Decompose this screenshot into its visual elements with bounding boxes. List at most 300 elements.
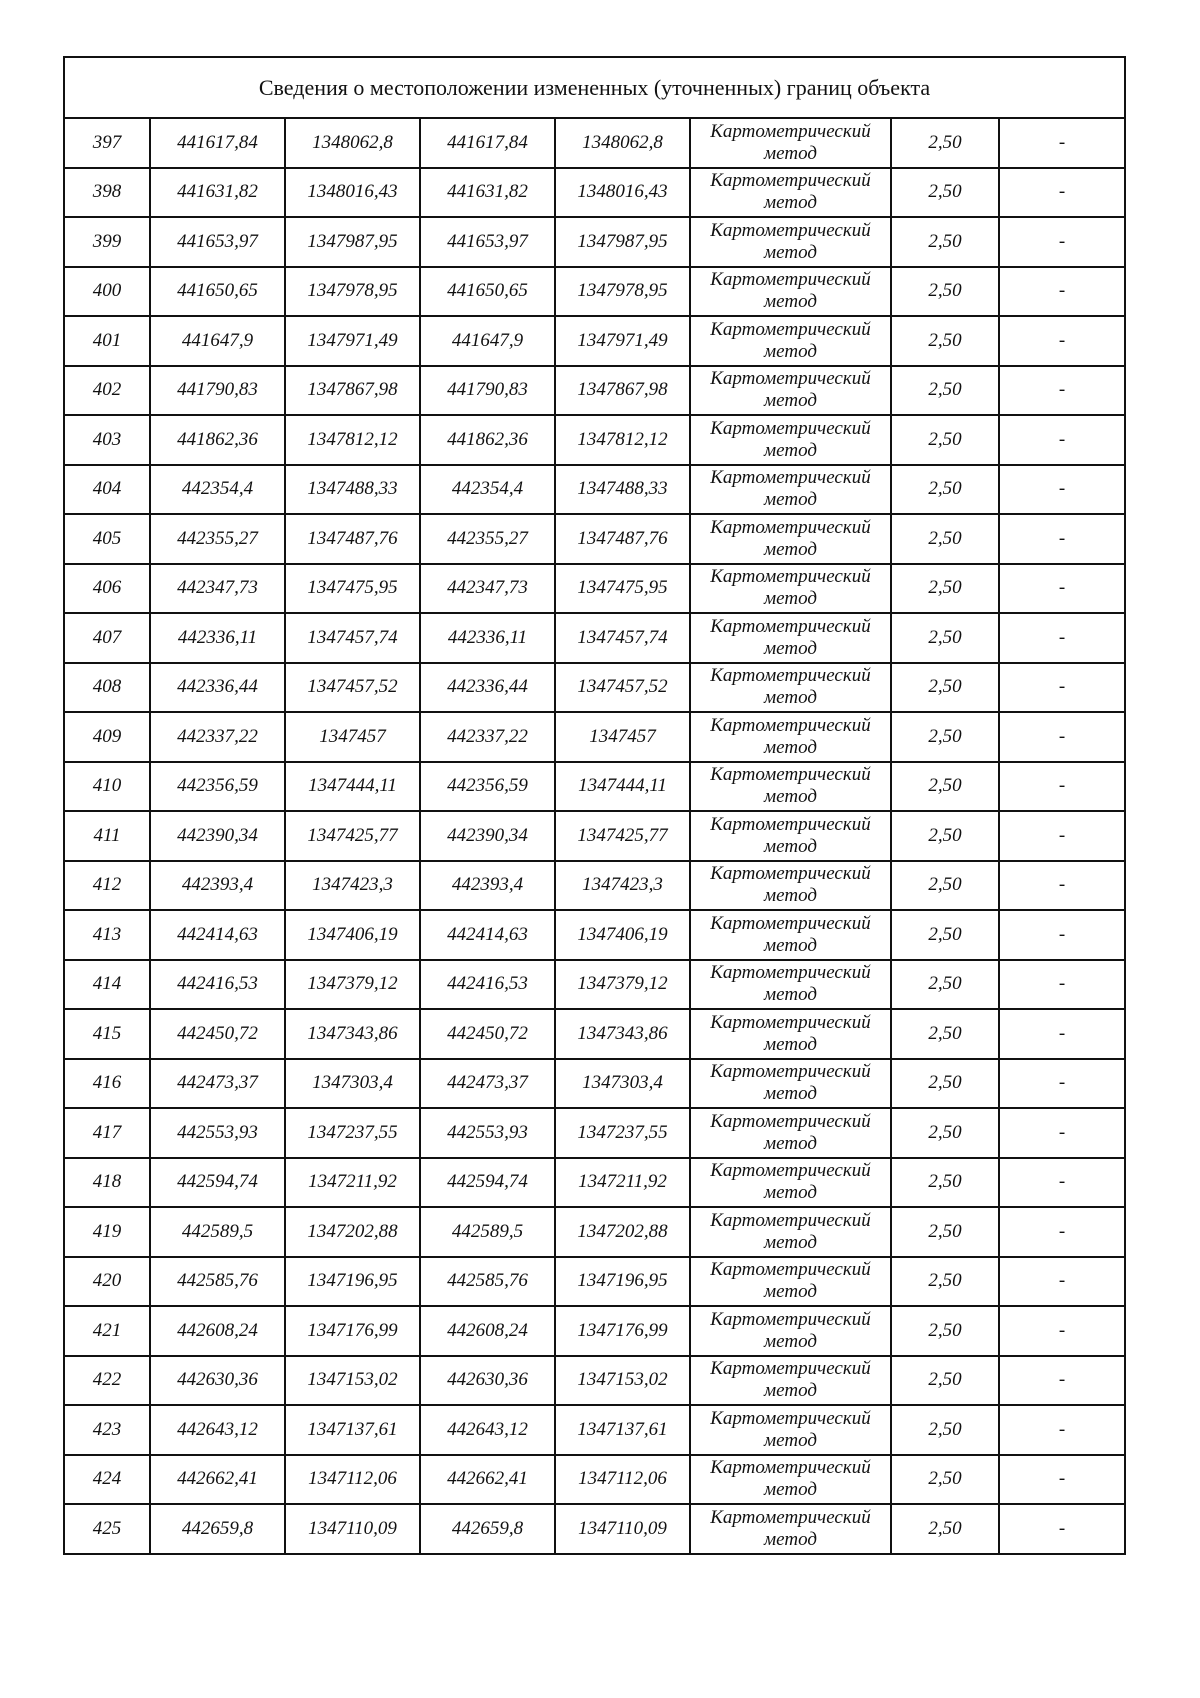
method-line-2: метод bbox=[764, 1132, 817, 1154]
existing-y-cell: 1347153,02 bbox=[285, 1356, 420, 1406]
accuracy-cell: 2,50 bbox=[891, 960, 999, 1010]
accuracy-cell: 2,50 bbox=[891, 1257, 999, 1307]
method-cell bbox=[690, 663, 891, 713]
refined-x-cell: 442594,74 bbox=[420, 1158, 555, 1208]
accuracy-cell: 2,50 bbox=[891, 415, 999, 465]
existing-x-cell: 442393,4 bbox=[150, 861, 285, 911]
method-cell bbox=[690, 1158, 891, 1208]
method-cell bbox=[690, 861, 891, 911]
table-row bbox=[64, 613, 1125, 663]
note-cell: - bbox=[999, 366, 1125, 416]
method-line-2: метод bbox=[764, 637, 817, 659]
refined-y-cell: 1347176,99 bbox=[555, 1306, 690, 1356]
point-number-cell: 409 bbox=[64, 712, 150, 762]
method-line-2: метод bbox=[764, 489, 817, 511]
method-cell bbox=[690, 564, 891, 614]
table-row bbox=[64, 118, 1125, 168]
note-cell: - bbox=[999, 910, 1125, 960]
existing-y-cell: 1348062,8 bbox=[285, 118, 420, 168]
refined-y-cell: 1347110,09 bbox=[555, 1504, 690, 1554]
refined-x-cell: 442337,22 bbox=[420, 712, 555, 762]
note-cell: - bbox=[999, 1108, 1125, 1158]
refined-y-cell: 1347137,61 bbox=[555, 1405, 690, 1455]
point-number-cell: 397 bbox=[64, 118, 150, 168]
method-line-1: Картометрический bbox=[710, 1308, 871, 1330]
point-number-cell: 403 bbox=[64, 415, 150, 465]
table-row bbox=[64, 1108, 1125, 1158]
table-title-row bbox=[64, 57, 1125, 118]
accuracy-cell: 2,50 bbox=[891, 1059, 999, 1109]
table-row bbox=[64, 1257, 1125, 1307]
existing-y-cell: 1347237,55 bbox=[285, 1108, 420, 1158]
method-cell bbox=[690, 465, 891, 515]
method-line-1: Картометрический bbox=[710, 1457, 871, 1479]
refined-y-cell: 1347379,12 bbox=[555, 960, 690, 1010]
table-row bbox=[64, 1405, 1125, 1455]
existing-y-cell: 1347488,33 bbox=[285, 465, 420, 515]
method-cell bbox=[690, 613, 891, 663]
method-line-2: метод bbox=[764, 687, 817, 709]
table-row bbox=[64, 712, 1125, 762]
existing-x-cell: 442416,53 bbox=[150, 960, 285, 1010]
method-line-1: Картометрический bbox=[710, 1110, 871, 1132]
method-line-1: Картометрический bbox=[710, 665, 871, 687]
point-number-cell: 422 bbox=[64, 1356, 150, 1406]
note-cell: - bbox=[999, 762, 1125, 812]
refined-x-cell: 442589,5 bbox=[420, 1207, 555, 1257]
existing-x-cell: 442355,27 bbox=[150, 514, 285, 564]
existing-x-cell: 442354,4 bbox=[150, 465, 285, 515]
refined-x-cell: 442630,36 bbox=[420, 1356, 555, 1406]
method-line-1: Картометрический bbox=[710, 1407, 871, 1429]
existing-x-cell: 442585,76 bbox=[150, 1257, 285, 1307]
method-line-1: Картометрический bbox=[710, 1506, 871, 1528]
accuracy-cell: 2,50 bbox=[891, 118, 999, 168]
point-number-cell: 415 bbox=[64, 1009, 150, 1059]
method-line-1: Картометрический bbox=[710, 1259, 871, 1281]
point-number-cell: 406 bbox=[64, 564, 150, 614]
coordinates-table bbox=[63, 56, 1126, 1555]
existing-x-cell: 442608,24 bbox=[150, 1306, 285, 1356]
method-line-2: метод bbox=[764, 439, 817, 461]
existing-y-cell: 1347379,12 bbox=[285, 960, 420, 1010]
method-cell bbox=[690, 1059, 891, 1109]
existing-y-cell: 1348016,43 bbox=[285, 168, 420, 218]
accuracy-cell: 2,50 bbox=[891, 910, 999, 960]
point-number-cell: 413 bbox=[64, 910, 150, 960]
existing-y-cell: 1347444,11 bbox=[285, 762, 420, 812]
accuracy-cell: 2,50 bbox=[891, 514, 999, 564]
existing-y-cell: 1347343,86 bbox=[285, 1009, 420, 1059]
method-line-2: метод bbox=[764, 1231, 817, 1253]
method-line-1: Картометрический bbox=[710, 219, 871, 241]
note-cell: - bbox=[999, 663, 1125, 713]
method-cell bbox=[690, 1207, 891, 1257]
table-title: Сведения о местоположении измененных (уточненных) границ объекта bbox=[64, 57, 1125, 118]
method-cell bbox=[690, 514, 891, 564]
existing-y-cell: 1347423,3 bbox=[285, 861, 420, 911]
point-number-cell: 398 bbox=[64, 168, 150, 218]
note-cell: - bbox=[999, 613, 1125, 663]
existing-y-cell: 1347196,95 bbox=[285, 1257, 420, 1307]
accuracy-cell: 2,50 bbox=[891, 217, 999, 267]
method-line-2: метод bbox=[764, 934, 817, 956]
existing-x-cell: 442414,63 bbox=[150, 910, 285, 960]
existing-x-cell: 442643,12 bbox=[150, 1405, 285, 1455]
refined-x-cell: 442336,11 bbox=[420, 613, 555, 663]
existing-x-cell: 441653,97 bbox=[150, 217, 285, 267]
method-line-2: метод bbox=[764, 1182, 817, 1204]
table-row bbox=[64, 811, 1125, 861]
accuracy-cell: 2,50 bbox=[891, 267, 999, 317]
note-cell: - bbox=[999, 118, 1125, 168]
refined-y-cell: 1347867,98 bbox=[555, 366, 690, 416]
method-cell bbox=[690, 712, 891, 762]
method-line-1: Картометрический bbox=[710, 912, 871, 934]
point-number-cell: 400 bbox=[64, 267, 150, 317]
method-line-1: Картометрический bbox=[710, 1011, 871, 1033]
refined-y-cell: 1347153,02 bbox=[555, 1356, 690, 1406]
table-row bbox=[64, 1059, 1125, 1109]
accuracy-cell: 2,50 bbox=[891, 366, 999, 416]
method-line-2: метод bbox=[764, 1281, 817, 1303]
table-row bbox=[64, 168, 1125, 218]
point-number-cell: 404 bbox=[64, 465, 150, 515]
method-line-2: метод bbox=[764, 1330, 817, 1352]
table-row bbox=[64, 514, 1125, 564]
method-line-1: Картометрический bbox=[710, 962, 871, 984]
refined-x-cell: 442450,72 bbox=[420, 1009, 555, 1059]
table-row bbox=[64, 316, 1125, 366]
existing-y-cell: 1347487,76 bbox=[285, 514, 420, 564]
refined-x-cell: 441862,36 bbox=[420, 415, 555, 465]
method-cell bbox=[690, 910, 891, 960]
accuracy-cell: 2,50 bbox=[891, 1306, 999, 1356]
refined-y-cell: 1347488,33 bbox=[555, 465, 690, 515]
refined-y-cell: 1347303,4 bbox=[555, 1059, 690, 1109]
existing-y-cell: 1347202,88 bbox=[285, 1207, 420, 1257]
point-number-cell: 417 bbox=[64, 1108, 150, 1158]
refined-y-cell: 1347444,11 bbox=[555, 762, 690, 812]
refined-y-cell: 1347196,95 bbox=[555, 1257, 690, 1307]
point-number-cell: 424 bbox=[64, 1455, 150, 1505]
point-number-cell: 421 bbox=[64, 1306, 150, 1356]
accuracy-cell: 2,50 bbox=[891, 168, 999, 218]
existing-x-cell: 442630,36 bbox=[150, 1356, 285, 1406]
refined-y-cell: 1347812,12 bbox=[555, 415, 690, 465]
table-row bbox=[64, 960, 1125, 1010]
refined-y-cell: 1347211,92 bbox=[555, 1158, 690, 1208]
existing-y-cell: 1347137,61 bbox=[285, 1405, 420, 1455]
existing-x-cell: 442662,41 bbox=[150, 1455, 285, 1505]
method-line-2: метод bbox=[764, 340, 817, 362]
table-row bbox=[64, 861, 1125, 911]
existing-x-cell: 442473,37 bbox=[150, 1059, 285, 1109]
note-cell: - bbox=[999, 1059, 1125, 1109]
accuracy-cell: 2,50 bbox=[891, 1158, 999, 1208]
existing-y-cell: 1347303,4 bbox=[285, 1059, 420, 1109]
existing-x-cell: 442659,8 bbox=[150, 1504, 285, 1554]
table-row bbox=[64, 910, 1125, 960]
note-cell: - bbox=[999, 712, 1125, 762]
method-cell bbox=[690, 762, 891, 812]
existing-x-cell: 442356,59 bbox=[150, 762, 285, 812]
refined-y-cell: 1347457 bbox=[555, 712, 690, 762]
method-line-2: метод bbox=[764, 390, 817, 412]
existing-y-cell: 1347812,12 bbox=[285, 415, 420, 465]
note-cell: - bbox=[999, 514, 1125, 564]
point-number-cell: 412 bbox=[64, 861, 150, 911]
point-number-cell: 402 bbox=[64, 366, 150, 416]
accuracy-cell: 2,50 bbox=[891, 1108, 999, 1158]
method-line-1: Картометрический bbox=[710, 318, 871, 340]
method-line-1: Картометрический bbox=[710, 1160, 871, 1182]
method-line-2: метод bbox=[764, 786, 817, 808]
refined-x-cell: 442354,4 bbox=[420, 465, 555, 515]
method-line-2: метод bbox=[764, 736, 817, 758]
refined-y-cell: 1347987,95 bbox=[555, 217, 690, 267]
table-row bbox=[64, 366, 1125, 416]
note-cell: - bbox=[999, 316, 1125, 366]
method-cell bbox=[690, 267, 891, 317]
method-line-1: Картометрический bbox=[710, 863, 871, 885]
note-cell: - bbox=[999, 811, 1125, 861]
refined-y-cell: 1347406,19 bbox=[555, 910, 690, 960]
refined-x-cell: 442390,34 bbox=[420, 811, 555, 861]
method-line-2: метод bbox=[764, 142, 817, 164]
table-row bbox=[64, 1306, 1125, 1356]
method-line-2: метод bbox=[764, 1429, 817, 1451]
refined-y-cell: 1347343,86 bbox=[555, 1009, 690, 1059]
note-cell: - bbox=[999, 1207, 1125, 1257]
method-line-2: метод bbox=[764, 192, 817, 214]
table-row bbox=[64, 663, 1125, 713]
point-number-cell: 410 bbox=[64, 762, 150, 812]
accuracy-cell: 2,50 bbox=[891, 811, 999, 861]
method-line-2: метод bbox=[764, 1479, 817, 1501]
existing-x-cell: 441862,36 bbox=[150, 415, 285, 465]
accuracy-cell: 2,50 bbox=[891, 564, 999, 614]
accuracy-cell: 2,50 bbox=[891, 1455, 999, 1505]
method-line-2: метод bbox=[764, 1528, 817, 1550]
accuracy-cell: 2,50 bbox=[891, 861, 999, 911]
accuracy-cell: 2,50 bbox=[891, 663, 999, 713]
existing-y-cell: 1347457,52 bbox=[285, 663, 420, 713]
method-cell bbox=[690, 217, 891, 267]
refined-x-cell: 442336,44 bbox=[420, 663, 555, 713]
table-row bbox=[64, 564, 1125, 614]
method-cell bbox=[690, 168, 891, 218]
note-cell: - bbox=[999, 1257, 1125, 1307]
method-line-2: метод bbox=[764, 1380, 817, 1402]
existing-x-cell: 442553,93 bbox=[150, 1108, 285, 1158]
refined-y-cell: 1348016,43 bbox=[555, 168, 690, 218]
accuracy-cell: 2,50 bbox=[891, 465, 999, 515]
existing-y-cell: 1347425,77 bbox=[285, 811, 420, 861]
existing-x-cell: 441617,84 bbox=[150, 118, 285, 168]
table-row bbox=[64, 1009, 1125, 1059]
accuracy-cell: 2,50 bbox=[891, 1207, 999, 1257]
refined-x-cell: 442659,8 bbox=[420, 1504, 555, 1554]
method-line-2: метод bbox=[764, 984, 817, 1006]
existing-y-cell: 1347176,99 bbox=[285, 1306, 420, 1356]
method-cell bbox=[690, 118, 891, 168]
table-row bbox=[64, 1504, 1125, 1554]
refined-y-cell: 1347457,52 bbox=[555, 663, 690, 713]
table-row bbox=[64, 267, 1125, 317]
note-cell: - bbox=[999, 1405, 1125, 1455]
refined-x-cell: 442553,93 bbox=[420, 1108, 555, 1158]
method-cell bbox=[690, 415, 891, 465]
point-number-cell: 411 bbox=[64, 811, 150, 861]
existing-x-cell: 441647,9 bbox=[150, 316, 285, 366]
note-cell: - bbox=[999, 960, 1125, 1010]
existing-y-cell: 1347475,95 bbox=[285, 564, 420, 614]
method-line-1: Картометрический bbox=[710, 615, 871, 637]
refined-x-cell: 441617,84 bbox=[420, 118, 555, 168]
method-cell bbox=[690, 366, 891, 416]
accuracy-cell: 2,50 bbox=[891, 762, 999, 812]
point-number-cell: 408 bbox=[64, 663, 150, 713]
refined-x-cell: 442608,24 bbox=[420, 1306, 555, 1356]
table-row bbox=[64, 1207, 1125, 1257]
method-line-2: метод bbox=[764, 835, 817, 857]
refined-y-cell: 1347457,74 bbox=[555, 613, 690, 663]
refined-x-cell: 442643,12 bbox=[420, 1405, 555, 1455]
refined-x-cell: 442414,63 bbox=[420, 910, 555, 960]
point-number-cell: 425 bbox=[64, 1504, 150, 1554]
refined-y-cell: 1347237,55 bbox=[555, 1108, 690, 1158]
existing-x-cell: 442589,5 bbox=[150, 1207, 285, 1257]
note-cell: - bbox=[999, 267, 1125, 317]
method-line-1: Картометрический bbox=[710, 714, 871, 736]
refined-x-cell: 442416,53 bbox=[420, 960, 555, 1010]
point-number-cell: 407 bbox=[64, 613, 150, 663]
existing-x-cell: 442336,11 bbox=[150, 613, 285, 663]
point-number-cell: 420 bbox=[64, 1257, 150, 1307]
point-number-cell: 414 bbox=[64, 960, 150, 1010]
method-cell bbox=[690, 811, 891, 861]
existing-x-cell: 441790,83 bbox=[150, 366, 285, 416]
existing-y-cell: 1347110,09 bbox=[285, 1504, 420, 1554]
point-number-cell: 418 bbox=[64, 1158, 150, 1208]
method-cell bbox=[690, 1356, 891, 1406]
existing-x-cell: 441631,82 bbox=[150, 168, 285, 218]
refined-x-cell: 442662,41 bbox=[420, 1455, 555, 1505]
note-cell: - bbox=[999, 861, 1125, 911]
note-cell: - bbox=[999, 1009, 1125, 1059]
note-cell: - bbox=[999, 1356, 1125, 1406]
refined-y-cell: 1347112,06 bbox=[555, 1455, 690, 1505]
method-cell bbox=[690, 960, 891, 1010]
table-row bbox=[64, 1158, 1125, 1208]
method-line-1: Картометрический bbox=[710, 170, 871, 192]
coordinates-sheet bbox=[63, 56, 1124, 1555]
point-number-cell: 399 bbox=[64, 217, 150, 267]
existing-x-cell: 442347,73 bbox=[150, 564, 285, 614]
method-line-1: Картометрический bbox=[710, 368, 871, 390]
refined-x-cell: 441631,82 bbox=[420, 168, 555, 218]
existing-y-cell: 1347867,98 bbox=[285, 366, 420, 416]
accuracy-cell: 2,50 bbox=[891, 613, 999, 663]
note-cell: - bbox=[999, 1306, 1125, 1356]
note-cell: - bbox=[999, 217, 1125, 267]
refined-y-cell: 1347425,77 bbox=[555, 811, 690, 861]
refined-x-cell: 441647,9 bbox=[420, 316, 555, 366]
existing-y-cell: 1347211,92 bbox=[285, 1158, 420, 1208]
table-row bbox=[64, 217, 1125, 267]
method-line-2: метод bbox=[764, 241, 817, 263]
existing-y-cell: 1347457,74 bbox=[285, 613, 420, 663]
note-cell: - bbox=[999, 415, 1125, 465]
refined-x-cell: 442347,73 bbox=[420, 564, 555, 614]
table-row bbox=[64, 1356, 1125, 1406]
accuracy-cell: 2,50 bbox=[891, 1504, 999, 1554]
method-line-1: Картометрический bbox=[710, 566, 871, 588]
table-row bbox=[64, 415, 1125, 465]
method-line-2: метод bbox=[764, 291, 817, 313]
note-cell: - bbox=[999, 465, 1125, 515]
method-line-2: метод bbox=[764, 538, 817, 560]
point-number-cell: 401 bbox=[64, 316, 150, 366]
method-line-1: Картометрический bbox=[710, 516, 871, 538]
method-line-1: Картометрический bbox=[710, 120, 871, 142]
method-line-1: Картометрический bbox=[710, 813, 871, 835]
accuracy-cell: 2,50 bbox=[891, 1009, 999, 1059]
table-row bbox=[64, 465, 1125, 515]
refined-y-cell: 1347487,76 bbox=[555, 514, 690, 564]
refined-x-cell: 442473,37 bbox=[420, 1059, 555, 1109]
note-cell: - bbox=[999, 1455, 1125, 1505]
refined-x-cell: 442585,76 bbox=[420, 1257, 555, 1307]
method-line-2: метод bbox=[764, 1083, 817, 1105]
accuracy-cell: 2,50 bbox=[891, 712, 999, 762]
point-number-cell: 419 bbox=[64, 1207, 150, 1257]
method-cell bbox=[690, 1455, 891, 1505]
refined-y-cell: 1348062,8 bbox=[555, 118, 690, 168]
existing-y-cell: 1347987,95 bbox=[285, 217, 420, 267]
existing-y-cell: 1347971,49 bbox=[285, 316, 420, 366]
point-number-cell: 416 bbox=[64, 1059, 150, 1109]
note-cell: - bbox=[999, 1504, 1125, 1554]
point-number-cell: 423 bbox=[64, 1405, 150, 1455]
method-cell bbox=[690, 1257, 891, 1307]
refined-y-cell: 1347978,95 bbox=[555, 267, 690, 317]
method-line-1: Картометрический bbox=[710, 269, 871, 291]
refined-x-cell: 442356,59 bbox=[420, 762, 555, 812]
method-cell bbox=[690, 1009, 891, 1059]
table-row bbox=[64, 1455, 1125, 1505]
existing-x-cell: 442337,22 bbox=[150, 712, 285, 762]
existing-x-cell: 441650,65 bbox=[150, 267, 285, 317]
existing-y-cell: 1347112,06 bbox=[285, 1455, 420, 1505]
method-line-1: Картометрический bbox=[710, 1209, 871, 1231]
refined-x-cell: 442355,27 bbox=[420, 514, 555, 564]
refined-x-cell: 441650,65 bbox=[420, 267, 555, 317]
existing-x-cell: 442450,72 bbox=[150, 1009, 285, 1059]
refined-y-cell: 1347202,88 bbox=[555, 1207, 690, 1257]
method-cell bbox=[690, 1504, 891, 1554]
table-row bbox=[64, 762, 1125, 812]
method-line-1: Картометрический bbox=[710, 764, 871, 786]
method-cell bbox=[690, 316, 891, 366]
refined-x-cell: 442393,4 bbox=[420, 861, 555, 911]
method-line-2: метод bbox=[764, 885, 817, 907]
existing-y-cell: 1347978,95 bbox=[285, 267, 420, 317]
accuracy-cell: 2,50 bbox=[891, 316, 999, 366]
method-line-1: Картометрический bbox=[710, 1358, 871, 1380]
existing-x-cell: 442336,44 bbox=[150, 663, 285, 713]
